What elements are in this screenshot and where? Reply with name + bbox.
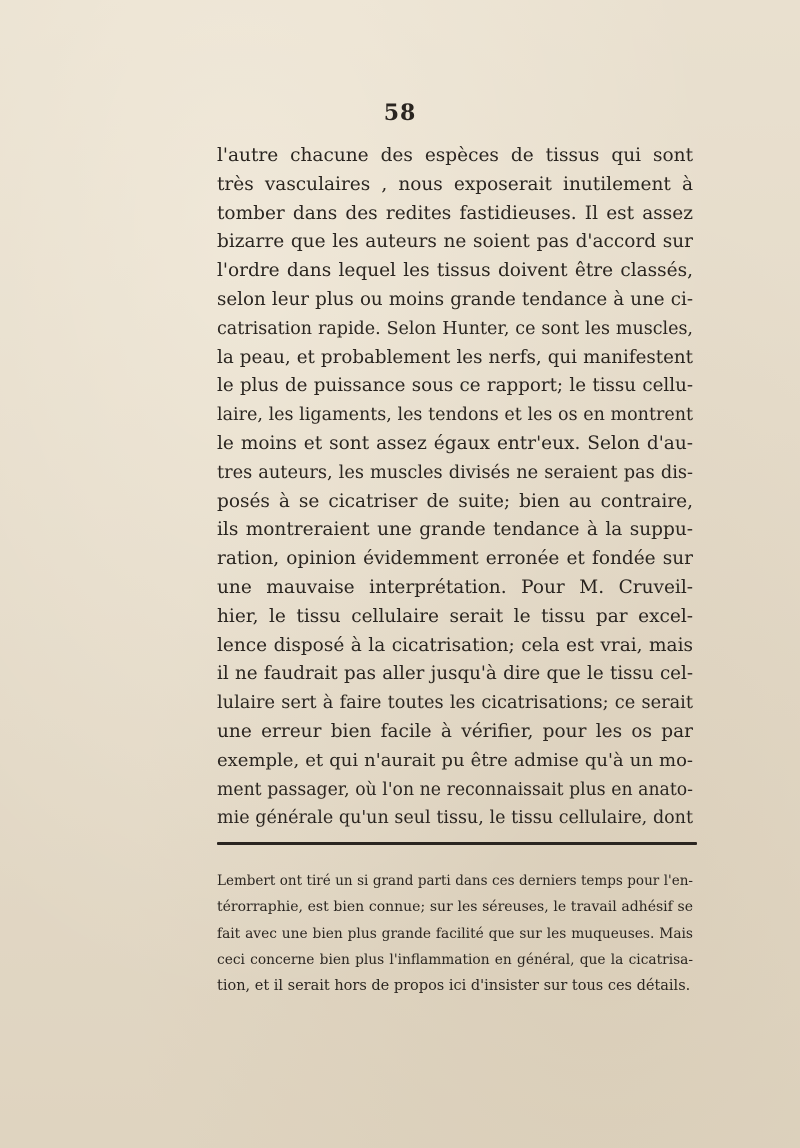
body-line: ils montreraient une grande tendance à la suppu- <box>217 519 693 541</box>
body-text <box>217 142 693 833</box>
body-line: très vasculaires , nous exposerait inutilement à <box>217 173 693 195</box>
body-line: mie générale qu'un seul tissu, le tissu cellulaire, dont <box>217 808 693 829</box>
body-line: lulaire sert à faire toutes les cicatrisations; ce serait <box>217 693 693 714</box>
body-line: la peau, et probablement les nerfs, qui manifestent <box>217 346 693 368</box>
body-line: exemple, et qui n'aurait pu être admise qu'à un mo- <box>217 749 693 771</box>
body-line: une mauvaise interprétation. Pour M. Cruveil- <box>217 576 693 598</box>
body-line: tomber dans des redites fastidieuses. Il est assez <box>217 202 693 224</box>
page-number: 58 <box>383 100 417 126</box>
body-line: posés à se cicatriser de suite; bien au contraire, <box>217 490 693 512</box>
body-line: le plus de puissance sous ce rapport; le tissu cellu- <box>217 375 693 397</box>
body-line: ration, opinion évidemment erronée et fondée sur <box>217 548 693 570</box>
body-line: l'ordre dans lequel les tissus doivent être classés, <box>217 260 693 282</box>
footnote-line: térorraphie, est bien connue; sur les séreuses, le travail adhésif se <box>217 899 693 916</box>
body-line: ment passager, où l'on ne reconnaissait plus en anato- <box>217 779 693 800</box>
footnote-line: tion, et il serait hors de propos ici d'insister sur tous ces détails. <box>217 978 691 995</box>
body-line: une erreur bien facile à vérifier, pour les os par <box>217 720 693 742</box>
footnote <box>217 868 693 999</box>
footnote-line: ceci concerne bien plus l'inflammation en général, que la cicatrisa- <box>217 951 693 968</box>
body-line: il ne faudrait pas aller jusqu'à dire que le tissu cel- <box>217 663 693 685</box>
body-line: laire, les ligaments, les tendons et les os en montrent <box>217 405 693 426</box>
body-line: l'autre chacune des espèces de tissus qui sont <box>217 145 693 166</box>
body-line: bizarre que les auteurs ne soient pas d'accord sur <box>217 231 693 253</box>
footnote-separator-rule <box>217 842 697 845</box>
footnote-line: Lembert ont tiré un si grand parti dans ces derniers temps pour l'en- <box>217 873 693 889</box>
body-line: selon leur plus ou moins grande tendance à une ci- <box>217 288 693 310</box>
footnote-line: fait avec une bien plus grande facilité que sur les muqueuses. Mais <box>217 925 693 942</box>
body-line: catrisation rapide. Selon Hunter, ce sont les muscles, <box>217 318 693 339</box>
body-line: le moins et sont assez égaux entr'eux. Selon d'au- <box>217 432 693 454</box>
body-line: hier, le tissu cellulaire serait le tissu par excel- <box>217 605 693 627</box>
body-line: tres auteurs, les muscles divisés ne seraient pas dis- <box>217 462 693 483</box>
body-line: lence disposé à la cicatrisation; cela est vrai, mais <box>217 634 693 656</box>
